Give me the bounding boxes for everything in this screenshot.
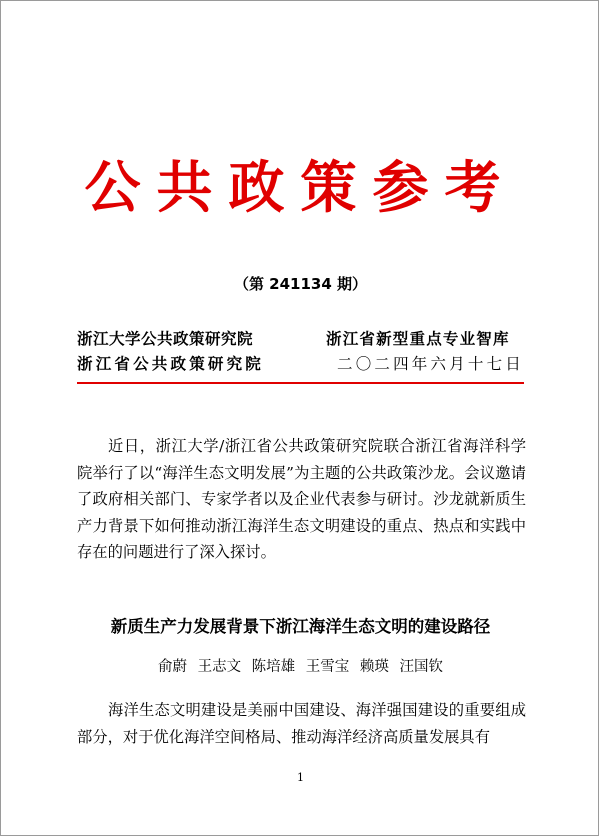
article-headline: 新质生产力发展背景下浙江海洋生态文明的建设路径 <box>110 617 491 636</box>
org-right-line1: 浙江省新型重点专业智库 <box>326 330 510 348</box>
masthead-title: 公共政策参考 <box>84 156 517 221</box>
red-divider <box>77 382 524 384</box>
publication-date: 二〇二四年六月十七日 <box>337 355 525 373</box>
page-number: 1 <box>297 771 304 784</box>
article-authors: 俞蔚 王志文 陈培雄 王雪宝 赖瑛 汪国钦 <box>157 659 444 675</box>
issue-number: （第 241134 期） <box>233 275 368 293</box>
org-left-line1: 浙江大学公共政策研究院 <box>77 330 254 348</box>
org-left-line2: 浙江省公共政策研究院 <box>77 355 265 373</box>
intro-paragraph: 近日，浙江大学/浙江省公共政策研究院联合浙江省海洋科学院举行了以“海洋生态文明发展”为主题的公共政策沙龙。会议邀请了政府相关部门、专家学者以及企业代表参与研讨。沙龙就新质生产力背景下如何推动浙江海洋生态文明建设的重点、热点和实践中存在的问题进行了深入探讨。 <box>77 437 526 561</box>
body-paragraph: 海洋生态文明建设是美丽中国建设、海洋强国建设的重要组成部分，对于优化海洋空间格局、推动海洋经济高质量发展具有 <box>77 701 526 746</box>
